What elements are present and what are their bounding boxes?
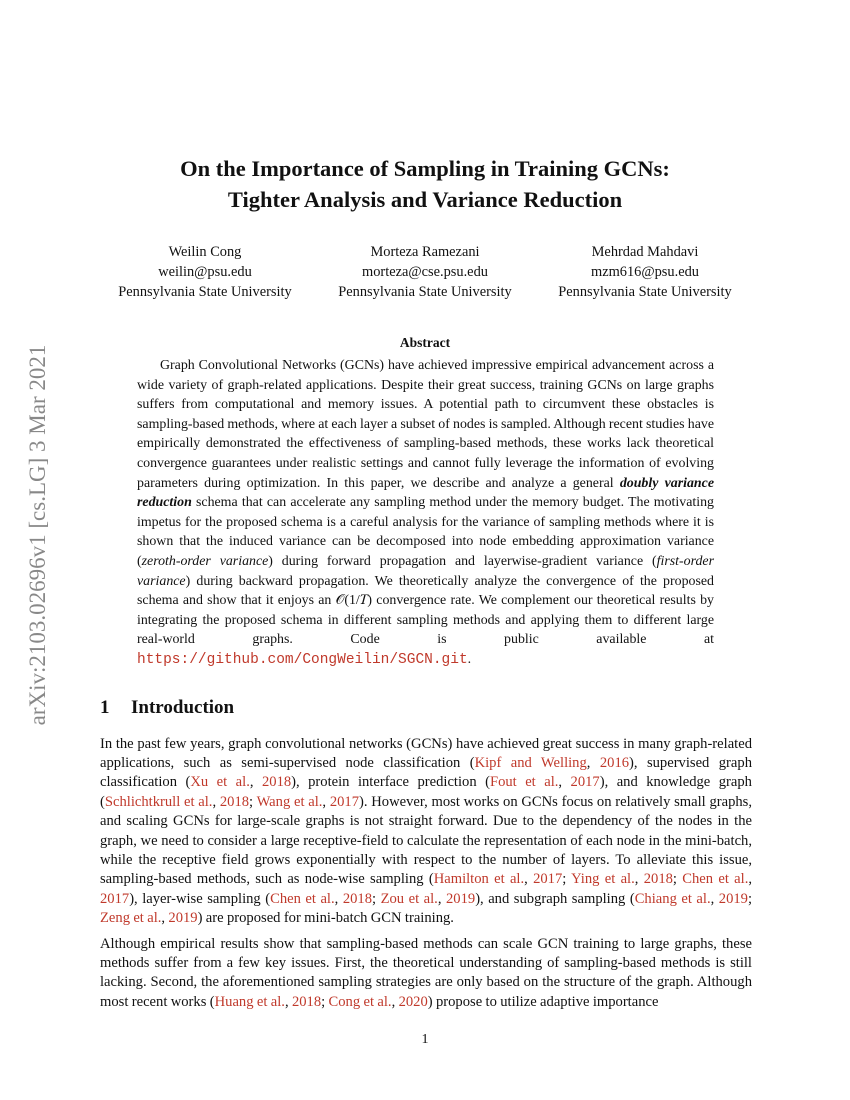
title-line: Tighter Analysis and Variance Reduction [227,187,623,212]
text-segment: , [284,993,292,1010]
text-segment: ), layer-wise sampling ( [129,890,271,907]
text-segment: ; [372,890,381,907]
text-segment: first-order variance [137,553,714,589]
author-block [95,242,315,302]
citation-link[interactable]: 2017 [329,793,359,810]
section-number: 1 [100,696,110,718]
author-affiliation: Pennsylvania State University [558,284,732,300]
section-heading [100,695,850,721]
text-segment: , [524,871,534,888]
text-segment: zeroth-order variance [141,553,269,569]
author-list [0,242,850,302]
text-segment: , [710,890,719,907]
citation-link[interactable]: Hamilton et al. [433,871,525,888]
text-segment: ) are proposed for mini-batch GCN training. [197,910,454,927]
text-segment: , [558,774,571,791]
text-segment: , [322,793,330,810]
citation-link[interactable]: Zeng et al. [100,910,162,927]
author-name: Weilin Cong [168,244,242,260]
code-url-link[interactable]: https://github.com/CongWeilin/SGCN.git [137,651,468,668]
citation-link[interactable]: 2017 [533,871,563,888]
intro-paragraph [100,735,752,929]
citation-link[interactable]: 2018 [261,774,292,791]
text-segment: , [634,871,644,888]
page-number: 1 [421,1032,429,1048]
text-segment: ; [249,793,257,810]
author-affiliation: Pennsylvania State University [338,284,512,300]
text-segment: , [748,871,753,888]
citation-link[interactable]: Huang et al. [214,993,285,1010]
citation-link[interactable]: Wang et al. [256,793,323,810]
author-name: Mehrdad Mahdavi [591,244,699,260]
citation-link[interactable]: Schlichtkrull et al. [104,793,213,810]
text-segment: ; [321,993,329,1010]
section-title: Introduction [131,696,235,718]
author-block [315,242,535,302]
text-segment: schema that can accelerate any sampling method under the memory budget. The motivating impetus for the proposed schema is a careful analysis for the variance of sampling methods where it is shown that the induced variance can be decomposed into node embedding approximation variance ( [137,495,714,569]
citation-link[interactable]: Chiang et al. [634,890,711,907]
text-segment: ), and subgraph sampling ( [475,890,635,907]
citation-link[interactable]: 2019 [168,910,198,927]
citation-link[interactable]: 2017 [570,774,600,791]
citation-link[interactable]: Cong et al. [328,993,392,1010]
author-email: mzm616@psu.edu [591,264,699,280]
author-name: Morteza Ramezani [370,244,480,260]
citation-link[interactable]: 2018 [291,993,322,1010]
text-segment: ; [747,890,753,907]
text-segment: ) during backward propagation. We theoretically analyze the convergence of the proposed schema and show that it enjoys an 𝒪(1/𝑇) convergence rate. We complement our theoretical results by integrating the proposed schema in different sampling methods and applying them to different large real-world graphs. Code is public available at [137,573,714,648]
citation-link[interactable]: 2019 [718,890,748,907]
text-segment: . [467,651,472,667]
text-segment: , [437,890,446,907]
text-segment: Graph Convolutional Networks (GCNs) have achieved impressive empirical advancement across a wide variety of graph-related applications. Despite their great success, training GCNs on large graphs suffers from computational and memory issues. A potential path to circumvent these obstacles is sampling-based methods, where at each layer a subset of nodes is sampled. Although recent studies have empirically demonstrated the effectiveness of sampling-based methods, these works lack theoretical convergence guarantees under realistic settings and cannot fully leverage the information of evolving parameters during optimization. In this paper, we describe and analyze a general [137,358,714,491]
text-segment: ) propose to utilize adaptive importance [427,993,659,1010]
author-email: morteza@cse.psu.edu [362,264,488,280]
text-segment: , [586,754,600,771]
text-segment: In the past few years, graph convolutional networks (GCNs) have achieved great success in many graph-related applications, such as semi-supervised node classification ( [100,735,752,771]
author-affiliation: Pennsylvania State University [118,284,292,300]
text-segment: ), and knowledge graph ( [100,774,752,810]
text-segment: , [161,910,169,927]
citation-link[interactable]: Chen et al. [270,890,335,907]
text-segment: ), protein interface prediction ( [291,774,490,791]
text-segment: doubly variance reduction [137,475,714,511]
abstract-heading: Abstract [399,335,451,350]
abstract-text [137,356,714,671]
citation-link[interactable]: Xu et al. [190,774,250,791]
citation-link[interactable]: 2016 [599,754,630,771]
citation-link[interactable]: Kipf and Welling [474,754,587,771]
text-segment: ; [672,871,683,888]
text-segment: ), supervised graph classification ( [100,754,752,791]
text-segment: , [391,993,399,1010]
author-block [535,242,755,302]
citation-link[interactable]: Fout et al. [489,774,559,791]
text-segment: Although empirical results show that sampling-based methods can scale GCN training to large graphs, these methods suffer from a few key issues. First, the theoretical understanding of sampling-based methods is still lacking. Second, the aforementioned sampling strategies are only based on the structure of the graph. Although most recent works ( [100,935,752,1010]
citation-link[interactable]: 2018 [643,871,673,888]
citation-link[interactable]: 2017 [100,890,130,907]
text-segment: , [212,793,220,810]
text-segment: , [249,774,262,791]
citation-link[interactable]: 2018 [342,890,372,907]
author-email: weilin@psu.edu [158,264,252,280]
citation-link[interactable]: 2020 [398,993,428,1010]
text-segment: , [334,890,343,907]
paper-title [0,153,850,215]
citation-link[interactable]: Zou et al. [380,890,438,907]
citation-link[interactable]: Chen et al. [682,871,749,888]
title-line: On the Importance of Sampling in Training GCNs: [180,156,670,181]
text-segment: ). However, most works on GCNs focus on relatively small graphs, and scaling GCNs for large-scale graphs is not straight forward. Due to the dependency of the nodes in the graph, we need to consider a large receptive-field to calculate the representation of each node in the mini-batch, while the receptive field grows exponentially with respect to the number of layers. To alleviate this issue, sampling-based methods, such as node-wise sampling ( [100,793,753,888]
text-segment: ) during forward propagation and layerwise-gradient variance ( [268,553,657,569]
citation-link[interactable]: 2019 [446,890,476,907]
arxiv-identifier: arXiv:2103.02696v1 [cs.LG] 3 Mar 2021 [25,344,50,726]
citation-link[interactable]: 2018 [219,793,250,810]
citation-link[interactable]: Ying et al. [571,871,635,888]
text-segment: ; [562,871,572,888]
intro-paragraph [100,935,752,1013]
